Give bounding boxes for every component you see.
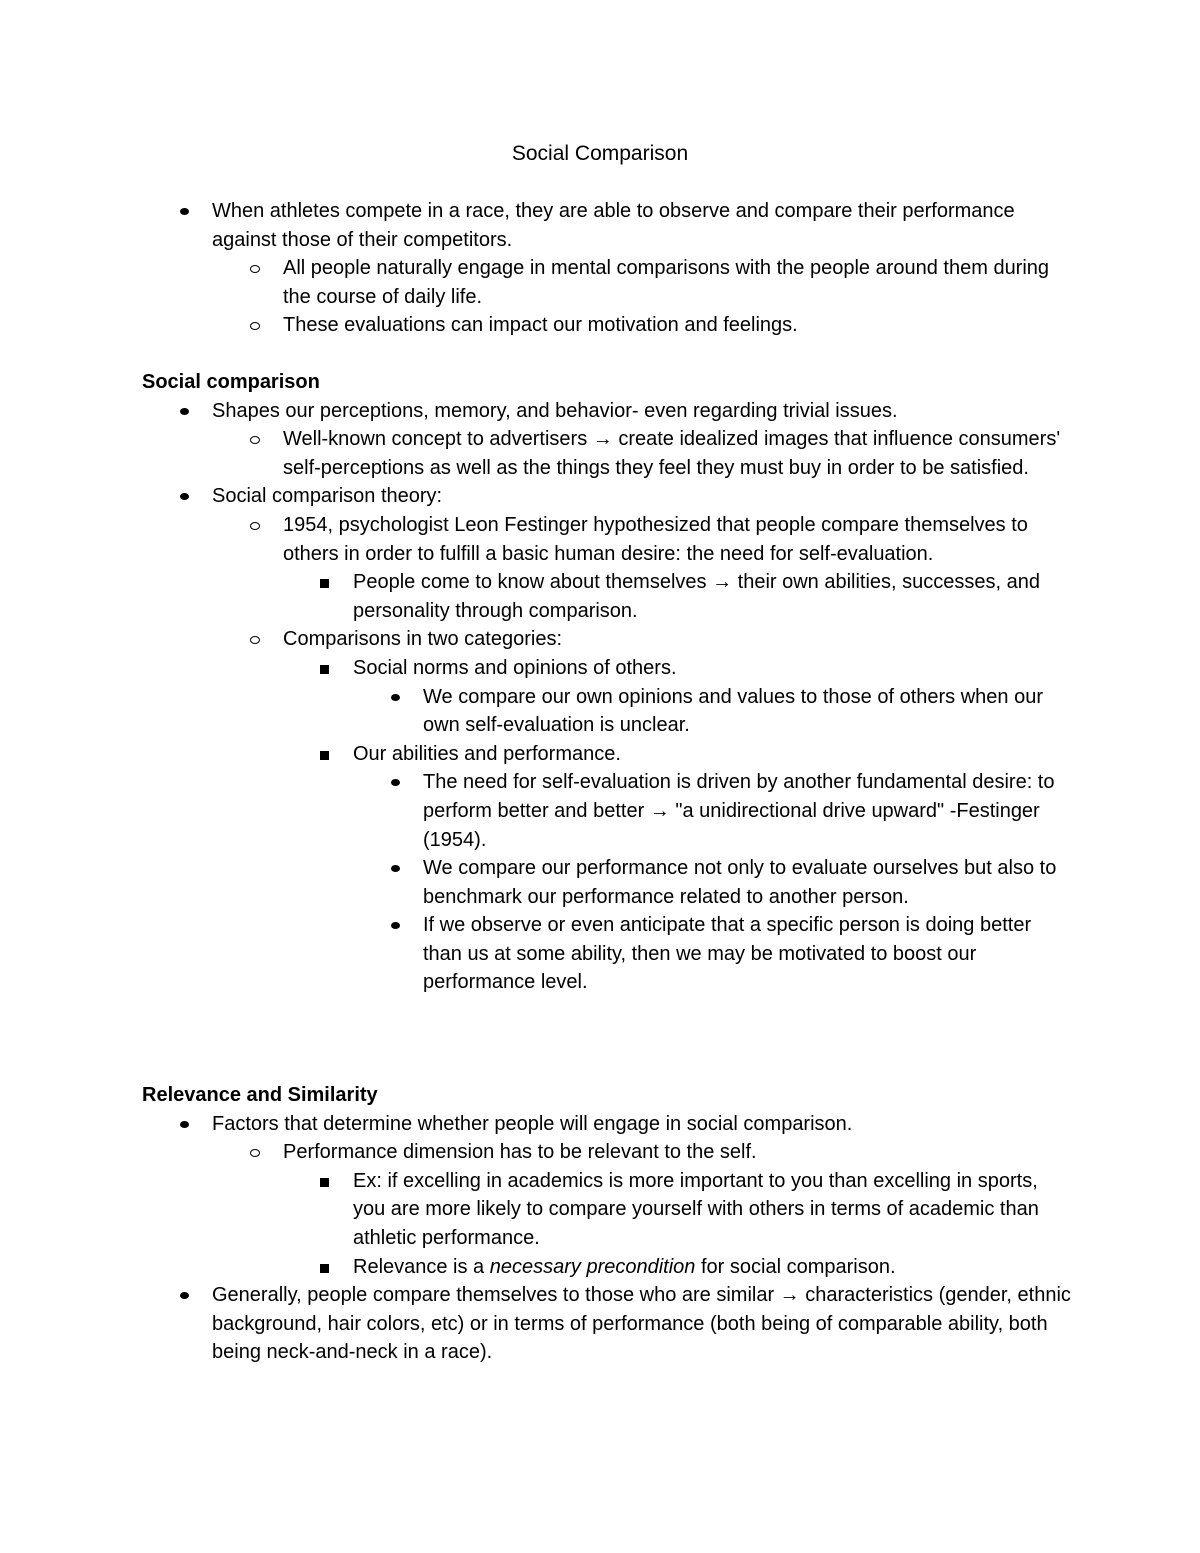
- text-segment: Relevance is a: [353, 1255, 490, 1278]
- list-item-text: Generally, people compare themselves to those who are similar → characteristics (gender, ethnic background, hair colors, etc) or in terms of performance (both being of comparable ability, both being neck-and-neck in a race).: [212, 1284, 1071, 1364]
- list-item: [212, 197, 1072, 254]
- list-item: [283, 511, 1072, 568]
- list-item: [353, 1253, 1072, 1282]
- section-list: [142, 1110, 1072, 1367]
- filled-bullet-icon: [388, 768, 408, 797]
- hollow-bullet-icon: [248, 1138, 268, 1167]
- filled-bullet-icon: [388, 911, 408, 940]
- list-item: [423, 854, 1072, 911]
- list-item-text: Comparisons in two categories:: [283, 628, 563, 651]
- list-item-text: When athletes compete in a race, they are able to observe and compare their performance against those of their competitors.: [212, 200, 1015, 251]
- list-item: [212, 1110, 1072, 1139]
- filled-bullet-icon: [177, 397, 197, 426]
- social-comparison-section: [142, 368, 1072, 997]
- filled-bullet-icon: [177, 1281, 197, 1310]
- hollow-bullet-icon: [248, 311, 268, 340]
- square-bullet-icon: [318, 568, 338, 597]
- square-bullet-icon: [318, 654, 338, 683]
- list-item: [353, 568, 1072, 625]
- list-item: [353, 1167, 1072, 1253]
- filled-bullet-icon: [388, 854, 408, 883]
- hollow-bullet-icon: [248, 625, 268, 654]
- list-item: [212, 482, 1072, 511]
- list-item-text: These evaluations can impact our motivation and feelings.: [283, 314, 798, 337]
- list-item-text: Our abilities and performance.: [353, 742, 621, 765]
- hollow-bullet-icon: [248, 511, 268, 540]
- list-item: [212, 1281, 1072, 1367]
- list-item: [423, 768, 1072, 854]
- list-item: [353, 740, 1072, 769]
- square-bullet-icon: [318, 1253, 338, 1282]
- list-item-text: Social comparison theory:: [212, 485, 443, 508]
- filled-bullet-icon: [177, 482, 197, 511]
- section-heading: Relevance and Similarity: [142, 1084, 378, 1106]
- document-title: Social Comparison: [511, 142, 689, 165]
- filled-bullet-icon: [177, 197, 197, 226]
- list-item-text: If we observe or even anticipate that a specific person is doing better than us at some ability, then we may be motivated to boost our performance level.: [423, 914, 1032, 994]
- list-item-text: People come to know about themselves → their own abilities, successes, and personality through comparison.: [353, 571, 1041, 622]
- list-item-text: Performance dimension has to be relevant to the self.: [283, 1141, 757, 1164]
- list-item: [283, 1138, 1072, 1167]
- list-item-text: The need for self-evaluation is driven by another fundamental desire: to perform better and better → "a unidirectional drive upward" -Festinger (1954).: [423, 771, 1055, 851]
- hollow-bullet-icon: [248, 254, 268, 283]
- list-item-text: Factors that determine whether people will engage in social comparison.: [212, 1112, 853, 1135]
- emphasized-text: necessary precondition: [489, 1255, 696, 1278]
- list-item: [283, 625, 1072, 654]
- section-heading: Social comparison: [142, 371, 320, 393]
- list-item-text: 1954, psychologist Leon Festinger hypothesized that people compare themselves to others in order to fulfill a basic human desire: the need for self-evaluation.: [283, 513, 1028, 565]
- section-list: [142, 397, 1072, 997]
- intro-section: [142, 197, 1072, 340]
- list-item-text: Social norms and opinions of others.: [353, 656, 677, 679]
- list-item-text: We compare our performance not only to evaluate ourselves but also to benchmark our performance related to another person.: [423, 857, 1057, 908]
- square-bullet-icon: [318, 1167, 338, 1196]
- list-item: [353, 654, 1072, 683]
- list-item-text: All people naturally engage in mental comparisons with the people around them during the course of daily life.: [283, 257, 1050, 308]
- list-item-text: We compare our own opinions and values to those of others when our own self-evaluation is unclear.: [423, 685, 1043, 737]
- list-item: [212, 397, 1072, 426]
- list-item-text: [353, 1256, 896, 1278]
- list-item-text: Well-known concept to advertisers → create idealized images that influence consumers' self-perceptions as well as the things they feel they must buy in order to be satisfied.: [283, 428, 1061, 479]
- filled-bullet-icon: [388, 683, 408, 712]
- list-item: [423, 683, 1072, 740]
- list-item: [283, 311, 1072, 340]
- list-item: [283, 254, 1072, 311]
- text-segment: for social comparison.: [695, 1255, 896, 1278]
- square-bullet-icon: [318, 740, 338, 769]
- list-item: [423, 911, 1072, 997]
- list-item-text: Ex: if excelling in academics is more important to you than excelling in sports, you are more likely to compare yourself with others in terms of academic than athletic performance.: [353, 1169, 1039, 1249]
- hollow-bullet-icon: [248, 425, 268, 454]
- relevance-similarity-section: [142, 1081, 1072, 1367]
- list-item-text: Shapes our perceptions, memory, and behavior- even regarding trivial issues.: [212, 399, 898, 422]
- filled-bullet-icon: [177, 1110, 197, 1139]
- list-item: [283, 425, 1072, 482]
- intro-list: [142, 197, 1072, 340]
